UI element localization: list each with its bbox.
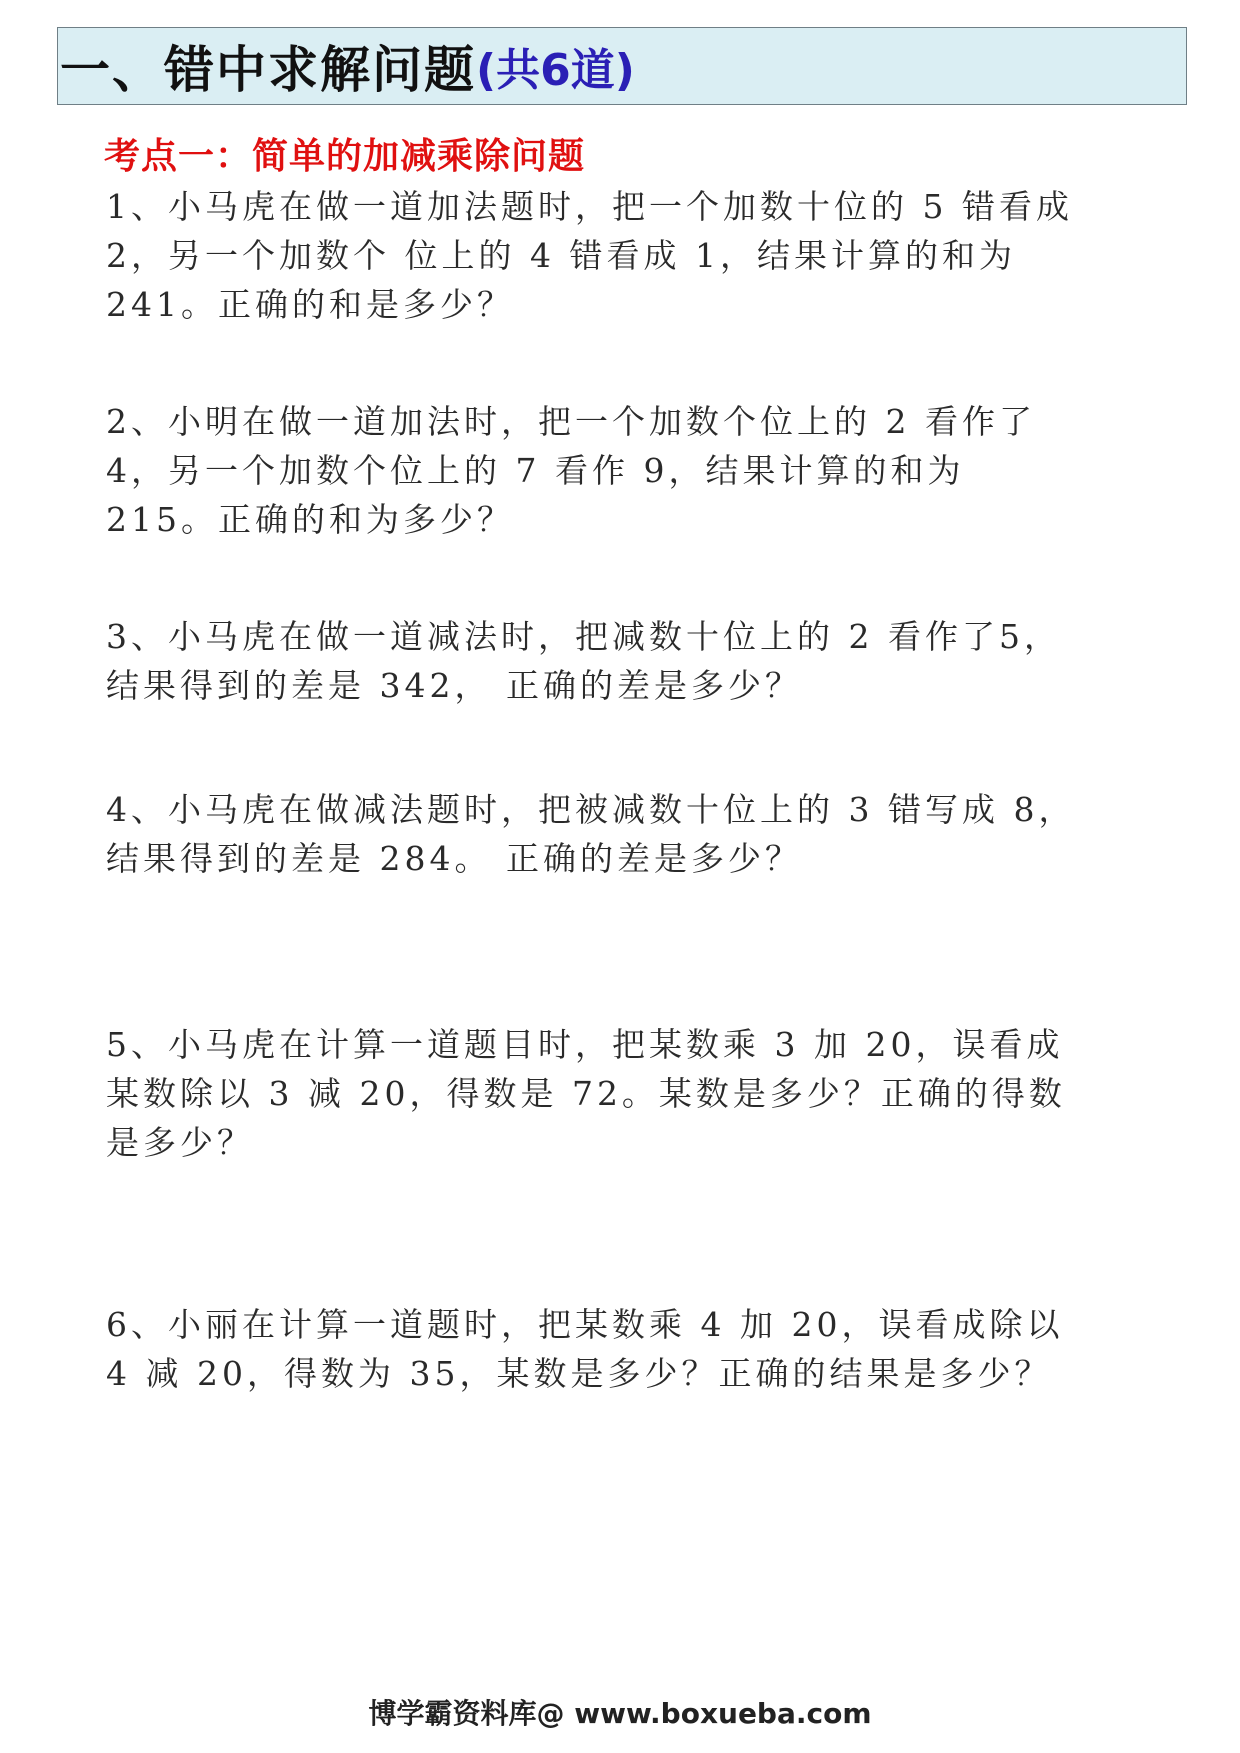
problem-1: 1、小马虎在做一道加法题时，把一个加数十位的 5 错看成 2，另一个加数个 位上的 4 错看成 1，结果计算的和为 241。正确的和是多少？: [106, 187, 1073, 324]
problem-2: 2、小明在做一道加法时，把一个加数个位上的 2 看作了 4，另一个加数个位上的 7 看作 9，结果计算的和为 215。正确的和为多少？: [106, 402, 1036, 539]
problem-6: 6、小丽在计算一道题时，把某数乘 4 加 20，误看成除以 4 减 20，得数为 35，某数是多少？正确的结果是多少？: [106, 1305, 1064, 1393]
watermark-footer: 博学霸资料库@ www.boxueba.com: [368, 1697, 872, 1730]
problem-4: 4、小马虎在做减法题时，把被减数十位上的 3 错写成 8，结果得到的差是 284。 正确的差是多少？: [106, 790, 1076, 878]
page-title-banner: [57, 27, 1187, 105]
section-heading: 考点一：简单的加减乘除问题: [104, 136, 586, 177]
problem-count: (共6道): [476, 45, 635, 96]
problem-5: 5、小马虎在计算一道题目时，把某数乘 3 加 20，误看成某数除以 3 减 20，得数是 72。某数是多少？正确的得数是多少？: [106, 1025, 1066, 1162]
page-title: 一、错中求解问题: [60, 41, 476, 99]
problem-3: 3、小马虎在做一道减法时，把减数十位上的 2 看作了5，结果得到的差是 342， 正确的差是多少？: [106, 617, 1061, 705]
